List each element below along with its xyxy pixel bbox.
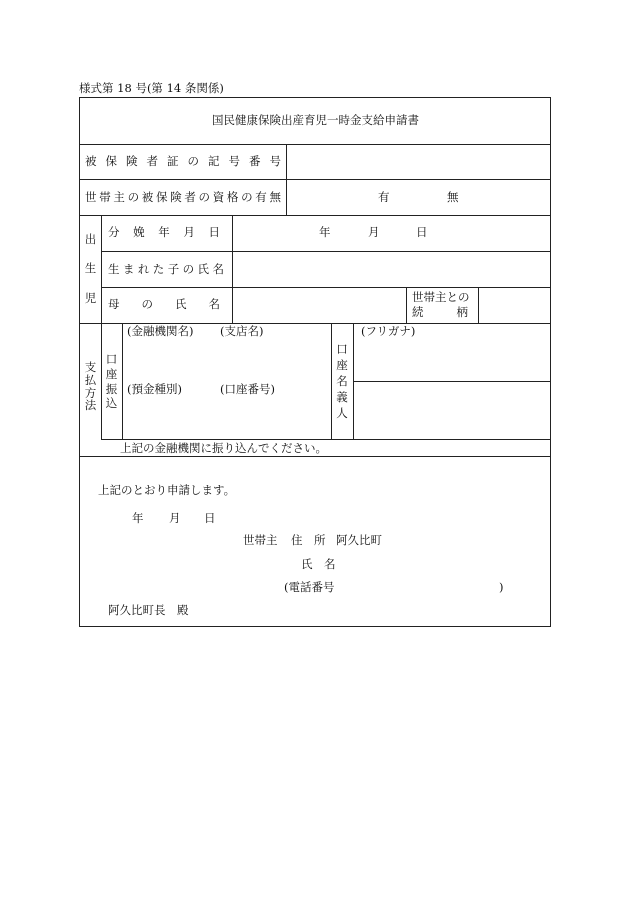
rule-payment-section-bottom: [80, 456, 551, 457]
declaration-day: 日: [204, 511, 216, 525]
relation-field[interactable]: [482, 291, 548, 319]
furigana-label: (フリガナ): [361, 324, 416, 338]
form-title: 国民健康保険出産育児一時金支給申請書: [212, 113, 419, 127]
bank-name-label: (金融機関名): [127, 324, 194, 338]
relation-label-line2: 続 柄: [412, 305, 468, 319]
rule-holder-label-right: [353, 323, 354, 439]
insurance-number-field[interactable]: [290, 148, 548, 176]
addressee: 阿久比町長 殿: [108, 603, 189, 617]
rule-transfer-label-right: [122, 323, 123, 439]
transfer-label: 口 座 振 込: [105, 352, 118, 411]
rule-title-bottom: [80, 144, 551, 145]
form-caption: 様式第 18 号(第 14 条関係): [79, 81, 224, 95]
rule-holder-mid: [353, 381, 551, 382]
holder-name-field[interactable]: [357, 386, 548, 436]
rule-status-bottom: [80, 215, 551, 216]
insurance-number-label: 被 保 険 者 証 の 記 号 番 号: [85, 154, 281, 168]
householder-status-label: 世 帯 主 の 被 保 険 者 の 資 格 の 有 無: [85, 190, 281, 204]
status-yes-option[interactable]: 有: [378, 190, 390, 204]
rule-child-bottom: [101, 287, 551, 288]
child-name-label: 生 ま れ た 子 の 氏 名: [108, 262, 224, 276]
holder-label: 口 座 名 義 人: [336, 342, 348, 420]
householder-label: 世帯主: [243, 533, 278, 547]
relation-label-line1: 世帯主との: [412, 290, 470, 304]
delivery-month-label: 月: [368, 225, 380, 239]
payment-section-label: 支 払 方 法: [84, 360, 97, 413]
applicant-name-label: 氏 名: [301, 557, 336, 571]
rule-delivery-bottom: [101, 251, 551, 252]
rule-account-bottom: [101, 439, 551, 440]
phone-close: ): [499, 580, 504, 594]
delivery-day-label: 日: [416, 225, 428, 239]
mother-name-label: 母 の 氏 名: [108, 297, 220, 311]
declaration-statement: 上記のとおり申請します。: [98, 483, 236, 497]
phone-open: (電話番号: [284, 580, 335, 594]
declaration-month: 月: [169, 511, 181, 525]
phone-field[interactable]: [345, 578, 495, 596]
account-number-label: (口座番号): [220, 382, 275, 396]
rule-insurance-bottom: [80, 179, 551, 180]
deposit-type-label: (預金種別): [127, 382, 182, 396]
rule-birth-label-column: [232, 215, 233, 323]
birth-section-label: 出 生 児: [84, 232, 97, 305]
rule-relation-left: [406, 287, 407, 323]
branch-label: (支店名): [220, 324, 264, 338]
delivery-date-label: 分 娩 年 月 日: [108, 225, 220, 239]
delivery-year-label: 年: [319, 225, 331, 239]
mother-name-field[interactable]: [236, 291, 403, 319]
status-no-option[interactable]: 無: [447, 190, 459, 204]
rule-label-column: [286, 144, 287, 215]
child-name-field[interactable]: [236, 255, 548, 283]
declaration-year: 年: [132, 511, 144, 525]
application-form: [79, 97, 551, 627]
rule-relation-right: [478, 287, 479, 323]
town-name: 阿久比町: [336, 533, 382, 547]
address-label: 住 所: [291, 533, 326, 547]
transfer-note: 上記の金融機関に振り込んでください。: [120, 441, 327, 455]
